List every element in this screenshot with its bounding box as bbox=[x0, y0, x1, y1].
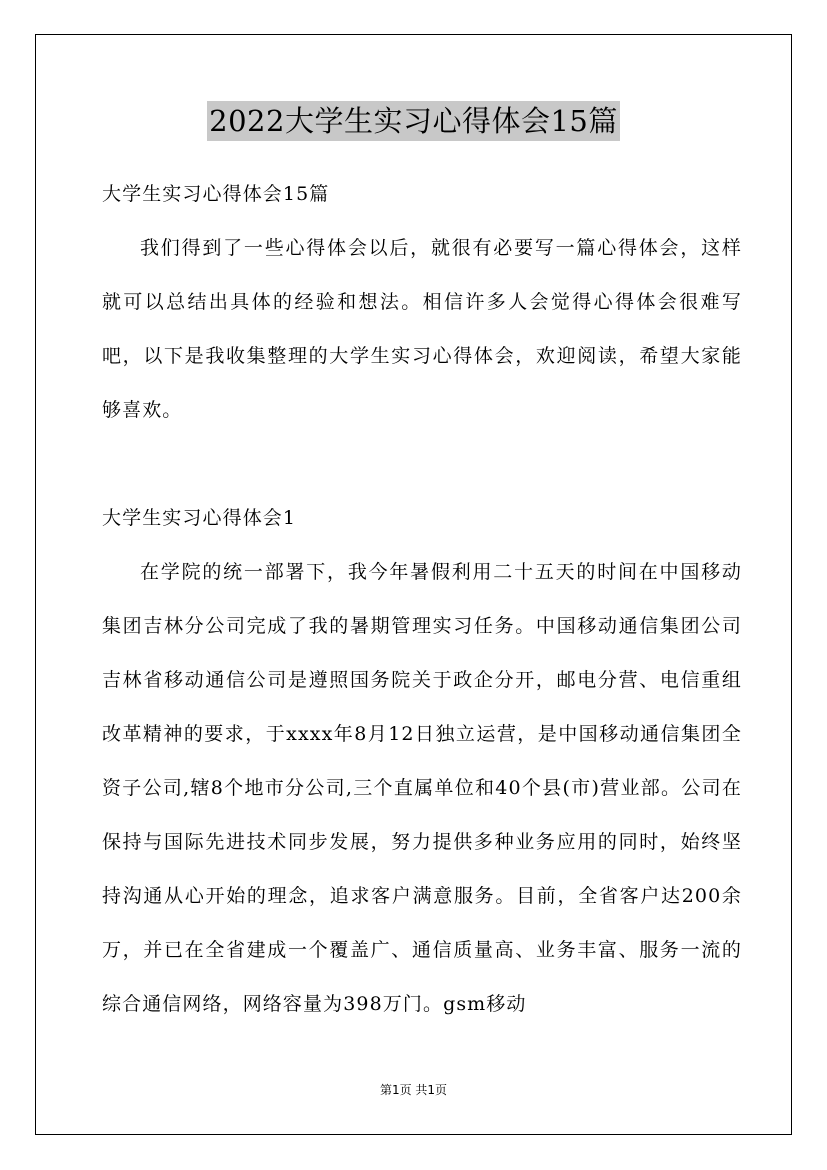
section-1 bbox=[102, 491, 742, 1031]
document-title bbox=[0, 101, 827, 146]
intro-paragraph: 我们得到了一些心得体会以后，就很有必要写一篇心得体会，这样就可以总结出具体的经验和想法。相信许多人会觉得心得体会很难写吧，以下是我收集整理的大学生实习心得体会，欢迎阅读，希望大家能够喜欢。 bbox=[102, 237, 742, 421]
subtitle: 大学生实习心得体会15篇 bbox=[102, 183, 330, 205]
section-paragraph: 在学院的统一部署下，我今年暑假利用二十五天的时间在中国移动集团吉林分公司完成了我的暑期管理实习任务。中国移动通信集团公司吉林省移动通信公司是遵照国务院关于政企分开，邮电分营、电信重组改革精神的要求，于xxxx年8月12日独立运营，是中国移动通信集团全资子公司,辖8个地市分公司,三个直属单位和40个县(市)营业部。公司在保持与国际先进技术同步发展，努力提供多种业务应用的同时，始终坚持沟通从心开始的理念，追求客户满意服务。目前，全省客户达200余万，并已在全省建成一个覆盖广、通信质量高、业务丰富、服务一流的综合通信网络，网络容量为398万门。gsm移动 bbox=[102, 561, 742, 1015]
document-title-text: 2022大学生实习心得体会15篇 bbox=[207, 101, 620, 141]
page-number: 第1页 共1页 bbox=[379, 1083, 448, 1097]
section-heading: 大学生实习心得体会1 bbox=[102, 507, 297, 529]
intro-block bbox=[102, 167, 742, 437]
